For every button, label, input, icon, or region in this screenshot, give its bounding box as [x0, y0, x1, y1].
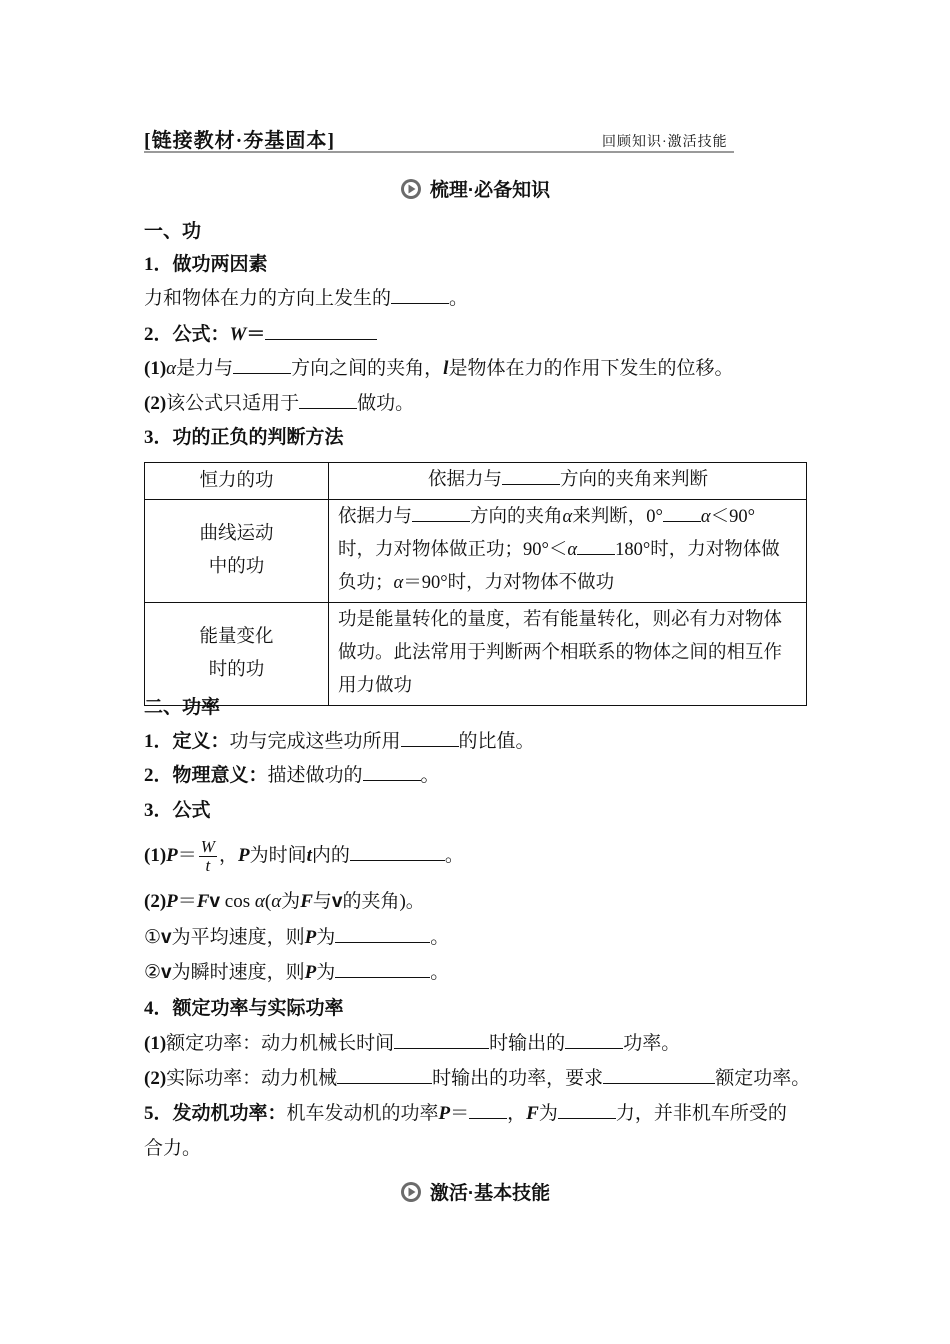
- var-p: P: [438, 1103, 451, 1124]
- text: 5．发动机功率：: [144, 1103, 287, 1124]
- text: 为: [316, 962, 336, 983]
- text: 。: [420, 765, 440, 786]
- bracket-title: [链接教材·夯基固本]: [144, 130, 335, 152]
- text: 额定功率。: [715, 1068, 811, 1089]
- text: ＜90°: [710, 507, 756, 527]
- text: (1): [144, 844, 167, 866]
- text: 来判断，0°: [572, 507, 663, 527]
- text: 为: [316, 927, 336, 948]
- text: cos: [220, 891, 255, 912]
- text: 。: [444, 844, 464, 866]
- text: 额定功率：动力机械长时间: [166, 1033, 395, 1054]
- cell-line: 功是能量转化的量度，若有能量转化，则必有力对物体: [338, 610, 783, 630]
- fill-blank: [401, 728, 459, 747]
- text: 为时间: [249, 844, 307, 866]
- fill-blank: [337, 1065, 432, 1084]
- text: 2．物理意义：: [144, 765, 268, 786]
- play-circle-icon: [400, 178, 422, 200]
- work-factors-title: 1．做功两因素: [144, 254, 268, 275]
- fill-blank: [502, 466, 560, 485]
- fill-blank: [469, 1100, 507, 1119]
- table-cell: 恒力的功: [145, 463, 329, 500]
- fill-blank: [335, 959, 430, 978]
- work-factors-line: [144, 285, 468, 313]
- text: ＝90°时，力对物体不做功: [403, 573, 615, 593]
- var-alpha: α: [562, 507, 573, 527]
- text: (2): [144, 1068, 167, 1089]
- power-engine-line: [144, 1100, 787, 1128]
- power-rated-2: [144, 1065, 810, 1093]
- power-rated-title: 4．额定功率与实际功率: [144, 998, 344, 1019]
- heading-work: 一、功: [144, 221, 202, 242]
- fill-blank: [363, 762, 421, 781]
- var-p: P: [166, 844, 178, 866]
- text: ＝: [177, 891, 197, 912]
- table-cell: [329, 500, 807, 603]
- text: 的比值。: [458, 731, 535, 752]
- text: ，: [218, 844, 238, 866]
- cell-line: 用力做功: [338, 676, 413, 696]
- judge-table: [144, 462, 807, 706]
- text: 2．公式：: [144, 324, 230, 345]
- var-t: t: [306, 844, 312, 866]
- denominator: t: [205, 856, 211, 875]
- var-v: v: [209, 891, 221, 912]
- power-formula-2: [144, 888, 425, 916]
- power-formula-1: [144, 838, 464, 875]
- fill-blank: [565, 1030, 623, 1049]
- text: 为瞬时速度，则: [171, 962, 305, 983]
- header-right-text: 回顾知识·激活技能: [602, 135, 728, 150]
- text: 依据力与: [338, 507, 413, 527]
- table-cell: [329, 463, 807, 500]
- fill-blank: [577, 536, 615, 555]
- text: 与: [312, 891, 332, 912]
- power-meaning-line: [144, 762, 440, 790]
- text: (2): [144, 393, 167, 414]
- text: 功率。: [623, 1033, 681, 1054]
- var-f: F: [196, 891, 210, 912]
- header-rule: [144, 151, 734, 153]
- fill-blank: [603, 1065, 715, 1084]
- text: 1．定义：: [144, 731, 230, 752]
- var-p: P: [237, 844, 250, 866]
- play-circle-icon: [400, 1181, 422, 1203]
- fill-blank: [350, 842, 445, 861]
- var-p: P: [304, 927, 317, 948]
- text: 为平均速度，则: [171, 927, 305, 948]
- cell-line: 做功。此法常用于判断两个相联系的物体之间的相互作: [338, 643, 783, 663]
- text: (2): [144, 891, 167, 912]
- var-v: v: [161, 962, 172, 983]
- fill-blank: [558, 1100, 616, 1119]
- table-cell: [145, 500, 329, 603]
- text: 做功。: [357, 393, 415, 414]
- power-rated-1: [144, 1030, 680, 1058]
- var-alpha: α: [166, 358, 177, 379]
- table-row: [145, 500, 807, 603]
- text: 方向的夹角: [470, 507, 563, 527]
- cell-line: [338, 501, 798, 534]
- text: ＝: [177, 844, 197, 866]
- cell-line: 时的功: [208, 660, 265, 680]
- var-alpha: α: [567, 540, 578, 560]
- table-cell: [145, 603, 329, 706]
- section-heading-skills: [0, 1178, 950, 1205]
- var-alpha: α: [700, 507, 711, 527]
- power-case-2: [144, 959, 449, 987]
- fill-blank: [394, 1030, 489, 1049]
- var-alpha: α: [271, 891, 282, 912]
- fill-blank: [412, 503, 470, 522]
- text: 内的: [311, 844, 350, 866]
- text: 为: [538, 1103, 558, 1124]
- text: 180°时，力对物体做: [615, 540, 780, 560]
- var-p: P: [304, 962, 317, 983]
- text: 描述做功的: [267, 765, 363, 786]
- var-l: l: [443, 358, 449, 379]
- text: ＝: [450, 1103, 470, 1124]
- text: 力和物体在力的方向上发生的: [144, 288, 392, 309]
- text: ①: [144, 927, 162, 948]
- text: 。: [430, 927, 450, 948]
- fill-blank: [391, 285, 449, 304]
- power-case-1: [144, 924, 449, 952]
- cell-line: [338, 567, 798, 600]
- text: (1): [144, 358, 167, 379]
- table-row: [145, 603, 807, 706]
- text: 的夹角)。: [342, 891, 425, 912]
- var-w: W: [229, 324, 247, 345]
- cell-line: 能量变化: [199, 627, 274, 647]
- work-judge-title: 3．功的正负的判断方法: [144, 427, 344, 448]
- work-formula-line: [144, 321, 377, 349]
- text: 时输出的: [489, 1033, 566, 1054]
- text: 是力与: [176, 358, 234, 379]
- text: (1): [144, 1033, 167, 1054]
- text: 为: [281, 891, 301, 912]
- var-f: F: [526, 1103, 539, 1124]
- text: 机车发动机的功率: [286, 1103, 439, 1124]
- text: 该公式只适用于: [166, 393, 300, 414]
- var-p: P: [166, 891, 178, 912]
- var-alpha: α: [254, 891, 265, 912]
- text: 是物体在力的作用下发生的位移。: [448, 358, 734, 379]
- section-heading-knowledge: [0, 175, 950, 202]
- power-def-line: [144, 728, 535, 756]
- text: 。: [430, 962, 450, 983]
- text: 。: [449, 288, 469, 309]
- text: 实际功率：动力机械: [166, 1068, 338, 1089]
- heading-power: 二、功率: [144, 697, 221, 718]
- fill-blank: [335, 924, 430, 943]
- table-cell: [329, 603, 807, 706]
- work-note-1: [144, 355, 733, 383]
- text: (: [264, 891, 272, 912]
- text: 方向之间的夹角，: [291, 358, 444, 379]
- fraction-w-over-t: [199, 838, 217, 875]
- text: ＝: [246, 324, 266, 345]
- fill-blank: [265, 321, 377, 340]
- var-v: v: [331, 891, 343, 912]
- section-heading-text: 激活·基本技能: [429, 1183, 551, 1204]
- fill-blank: [299, 390, 357, 409]
- text: 功与完成这些功所用: [229, 731, 401, 752]
- text: 时输出的功率，要求: [432, 1068, 604, 1089]
- table-row: [145, 463, 807, 500]
- cell-line: [338, 534, 798, 567]
- cell-line: 曲线运动: [199, 524, 274, 544]
- var-alpha: α: [393, 573, 404, 593]
- fill-blank: [663, 503, 701, 522]
- work-note-2: [144, 390, 414, 418]
- text: ②: [144, 962, 162, 983]
- text: 依据力与: [427, 470, 502, 490]
- var-v: v: [161, 927, 172, 948]
- var-f: F: [300, 891, 313, 912]
- power-engine-line-2: 合力。: [144, 1138, 202, 1159]
- text: 方向的夹角来判断: [560, 470, 709, 490]
- power-formula-title: 3．公式: [144, 800, 211, 821]
- numerator: W: [200, 837, 215, 856]
- text: ，: [507, 1103, 527, 1124]
- fill-blank: [233, 355, 291, 374]
- text: 时，力对物体做正功；90°＜: [338, 540, 568, 560]
- cell-line: 中的功: [208, 557, 265, 577]
- text: 力，并非机车所受的: [615, 1103, 787, 1124]
- text: 负功；: [338, 573, 394, 593]
- section-heading-text: 梳理·必备知识: [429, 180, 551, 201]
